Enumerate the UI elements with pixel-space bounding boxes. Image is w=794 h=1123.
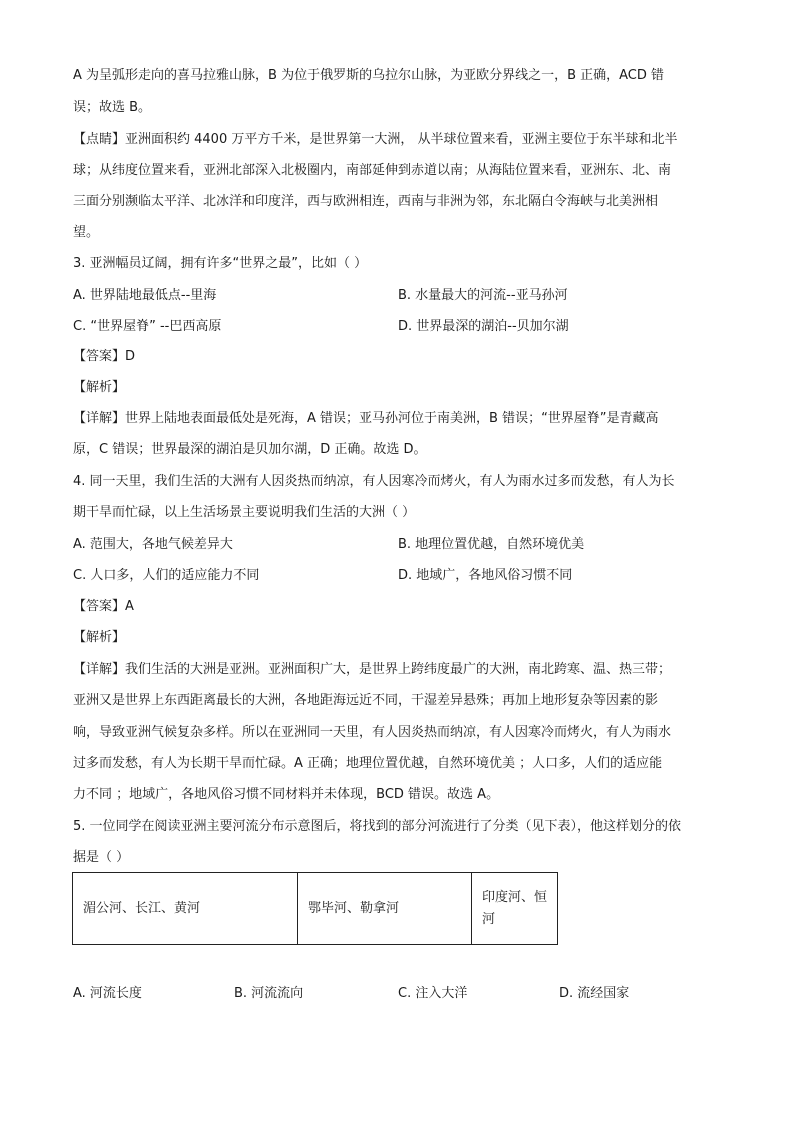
q5-option-c: C. 注入大洋 <box>398 986 468 1001</box>
table-cell: 湄公河、长江、黄河 <box>73 873 298 945</box>
q4-analysis-label: 【解析】 <box>73 630 126 645</box>
table-cell-line: 印度河、恒 <box>482 889 548 905</box>
table-row <box>73 873 558 945</box>
text-line: 【点睛】亚洲面积约 4400 万平方千米，是世界第一大洲， 从半球位置来看，亚洲主要位于东半球和北半 <box>73 132 678 147</box>
q3-option-b: B. 水量最大的河流--亚马孙河 <box>398 288 568 303</box>
q4-answer: 【答案】A <box>73 599 134 614</box>
table-cell <box>472 873 558 945</box>
text-line: 误；故选 B。 <box>73 100 152 115</box>
q5-option-b: B. 河流流向 <box>234 986 304 1001</box>
q4-detail-line: 响，导致亚洲气候复杂多样。所以在亚洲同一天里，有人因炎热而纳凉，有人因寒冷而烤火，有人为雨水 <box>73 725 672 740</box>
q3-option-d: D. 世界最深的湖泊--贝加尔湖 <box>398 319 569 334</box>
q4-option-d: D. 地域广，各地风俗习惯不同 <box>398 568 573 583</box>
text-line: 三面分别濒临太平洋、北冰洋和印度洋，西与欧洲相连，西南与非洲为邻，东北隔白令海峡与北美洲相 <box>73 194 659 209</box>
q4-detail-line: 亚洲又是世界上东西距离最长的大洲，各地距海远近不同，干湿差异悬殊；再加上地形复杂等因素的影 <box>73 693 659 708</box>
q4-detail-line: 过多而发愁，有人为长期干旱而忙碌。A 正确；地理位置优越，自然环境优美 ；人口多，人们的适应能 <box>73 756 663 771</box>
table-cell-line: 河 <box>482 911 496 927</box>
q3-detail-line: 原，C 错误；世界最深的湖泊是贝加尔湖，D 正确。故选 D。 <box>73 442 427 457</box>
table-cell: 鄂毕河、勒拿河 <box>298 873 472 945</box>
q4-option-a: A. 范围大，各地气候差异大 <box>73 537 233 552</box>
q3-analysis-label: 【解析】 <box>73 380 126 395</box>
text-line: 球；从纬度位置来看，亚洲北部深入北极圈内，南部延伸到赤道以南；从海陆位置来看，亚洲东、北、南 <box>73 163 672 178</box>
q3-option-a: A. 世界陆地最低点--里海 <box>73 288 217 303</box>
q3-detail-line: 【详解】世界上陆地表面最低处是死海，A 错误；亚马孙河位于南美洲，B 错误；“世界屋脊”是青藏高 <box>73 411 659 426</box>
text-line: A 为呈弧形走向的喜马拉雅山脉，B 为位于俄罗斯的乌拉尔山脉，为亚欧分界线之一，B 正确，ACD 错 <box>73 68 665 83</box>
question-5-stem: 5. 一位同学在阅读亚洲主要河流分布示意图后，将找到的部分河流进行了分类（见下表），他这样划分的依 <box>73 819 682 834</box>
q3-answer: 【答案】D <box>73 349 136 364</box>
question-4-stem: 4. 同一天里，我们生活的大洲有人因炎热而纳凉，有人因寒冷而烤火，有人为雨水过多而发愁，有人为长 <box>73 474 675 489</box>
q5-option-d: D. 流经国家 <box>559 986 630 1001</box>
q4-option-b: B. 地理位置优越，自然环境优美 <box>398 537 585 552</box>
question-5-stem: 据是（ ） <box>73 850 130 865</box>
question-4-stem: 期干旱而忙碌，以上生活场景主要说明我们生活的大洲（ ） <box>73 505 416 520</box>
q4-detail-line: 力不同 ；地域广，各地风俗习惯不同材料并未体现，BCD 错误。故选 A。 <box>73 787 500 802</box>
text-line: 望。 <box>73 225 100 240</box>
question-3-stem: 3. 亚洲幅员辽阔，拥有许多“世界之最”，比如（ ） <box>73 256 368 271</box>
q5-option-a: A. 河流长度 <box>73 986 142 1001</box>
q4-option-c: C. 人口多，人们的适应能力不同 <box>73 568 260 583</box>
q4-detail-line: 【详解】我们生活的大洲是亚洲。亚洲面积广大，是世界上跨纬度最广的大洲，南北跨寒、温、热三带； <box>73 662 672 677</box>
river-classification-table <box>72 872 558 945</box>
q3-option-c: C. “世界屋脊” --巴西高原 <box>73 319 222 334</box>
